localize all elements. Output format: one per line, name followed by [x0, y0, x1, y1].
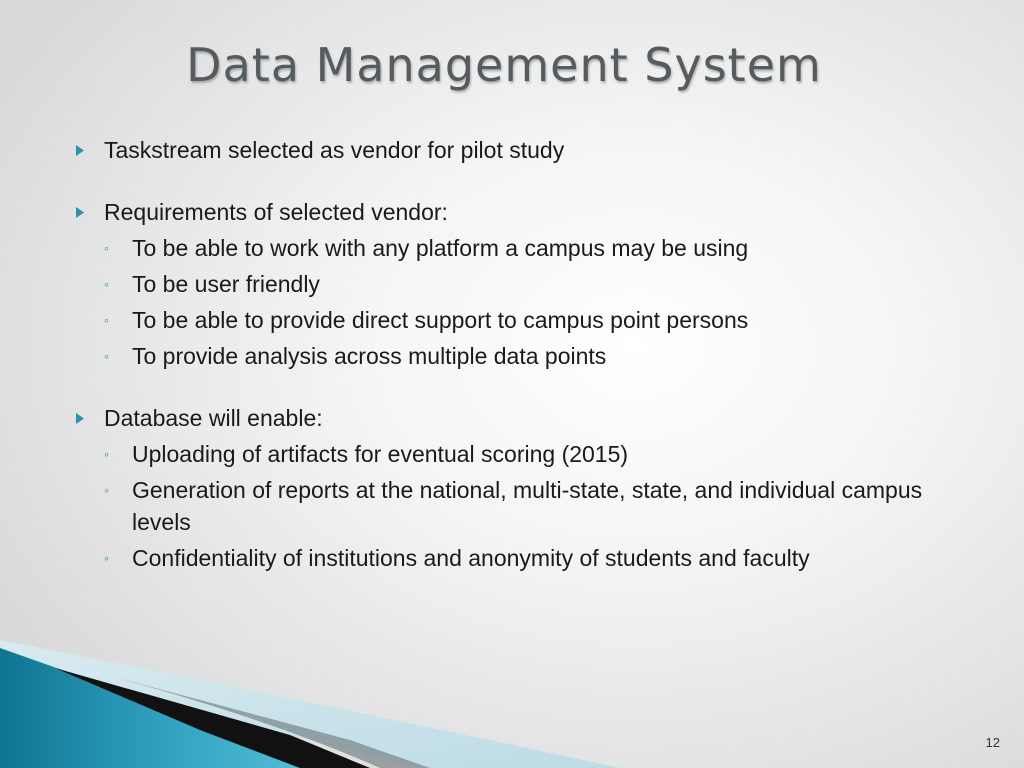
hollow-circle-icon: ◦ — [104, 276, 109, 292]
bullet-item-requirements — [74, 196, 974, 228]
hollow-circle-icon: ◦ — [104, 348, 109, 364]
bullet-list — [74, 134, 974, 574]
sub-bullet-text: To be user friendly — [132, 271, 320, 297]
hollow-circle-icon: ◦ — [104, 312, 109, 328]
triangle-right-icon — [75, 134, 89, 166]
sub-bullet-item — [103, 542, 974, 574]
sub-bullet-text: To be able to work with any platform a campus may be using — [132, 235, 749, 261]
sub-bullet-item — [103, 438, 974, 470]
slide-title: Data Management System — [186, 38, 822, 92]
sub-bullet-item — [103, 304, 974, 336]
hollow-circle-icon: ◦ — [104, 240, 109, 256]
sub-bullet-item — [103, 340, 974, 372]
page-number: 12 — [985, 735, 1000, 750]
sub-bullet-text: Generation of reports at the national, multi-state, state, and individual campus levels — [132, 477, 923, 535]
bullet-text: Database will enable: — [104, 405, 323, 431]
sub-bullet-text: To be able to provide direct support to campus point persons — [132, 307, 749, 333]
sub-bullet-text: Uploading of artifacts for eventual scoring (2015) — [132, 441, 629, 467]
sub-bullet-item — [103, 268, 974, 300]
hollow-circle-icon: ◦ — [104, 550, 109, 566]
hollow-circle-icon: ◦ — [104, 446, 109, 462]
bullet-item-vendor — [74, 134, 974, 166]
triangle-right-icon — [75, 196, 89, 228]
sub-bullet-item — [103, 474, 974, 538]
sub-bullet-text: Confidentiality of institutions and anonymity of students and faculty — [132, 545, 810, 571]
bullet-text: Taskstream selected as vendor for pilot study — [104, 137, 565, 163]
sub-bullet-text: To provide analysis across multiple data points — [132, 343, 607, 369]
bullet-item-database — [74, 402, 974, 434]
hollow-circle-icon: ◦ — [104, 482, 109, 498]
bullet-text: Requirements of selected vendor: — [104, 199, 448, 225]
sub-bullet-item — [103, 232, 974, 264]
triangle-right-icon — [75, 402, 89, 434]
